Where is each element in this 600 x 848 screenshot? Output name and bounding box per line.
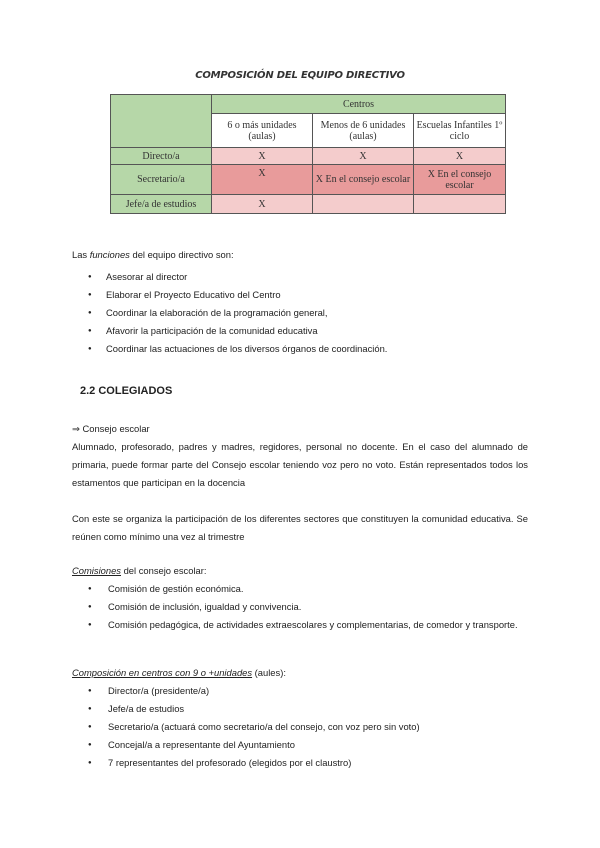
table-cell: [414, 195, 506, 214]
composicion-intro: [72, 664, 528, 682]
consejo-section: [72, 420, 528, 546]
list-item: ● Coordinar las actuaciones de los diversos órganos de coordinación.: [72, 340, 528, 358]
row-label: Directo/a: [111, 148, 212, 165]
list-item: ● Concejal/a a representante del Ayuntamiento: [72, 736, 528, 754]
table-cell: [313, 195, 414, 214]
table-cell: X: [414, 148, 506, 165]
list-item: ● Comisión pedagógica, de actividades extraescolares y complementarias, de comedor y transporte.: [72, 616, 528, 634]
table-cell: X: [313, 148, 414, 165]
header-centros: Centros: [212, 95, 506, 114]
table-row: [111, 148, 506, 165]
comisiones-list: [72, 580, 528, 634]
comisiones-intro: [72, 562, 528, 580]
list-item: ● Elaborar el Proyecto Educativo del Centro: [72, 286, 528, 304]
row-label: Jefe/a de estudios: [111, 195, 212, 214]
list-item: ● Comisión de inclusión, igualdad y convivencia.: [72, 598, 528, 616]
header-col-menos-6: Menos de 6 unidades (aulas): [313, 114, 414, 148]
list-item: ● Asesorar al director: [72, 268, 528, 286]
section-heading: 2.2 COLEGIADOS: [80, 385, 173, 397]
row-label: Secretario/a: [111, 165, 212, 195]
table-cell: X: [212, 165, 313, 195]
table-corner-cell: [111, 95, 212, 148]
funciones-list: [72, 268, 528, 358]
comisiones-section: [72, 562, 528, 634]
funciones-section: [72, 246, 528, 358]
header-col-6-mas: 6 o más unidades (aulas): [212, 114, 313, 148]
list-item: ● Coordinar la elaboración de la programación general,: [72, 304, 528, 322]
table-row: [111, 195, 506, 214]
consejo-para-1: Alumnado, profesorado, padres y madres, regidores, personal no docente. En el caso del alumnado de primaria, puede formar parte del Consejo escolar teniendo voz pero no voto. Están representados todos los estamentos que participan en la docencia: [72, 441, 528, 488]
composicion-label: Composición en centros con 9 o +unidades: [72, 667, 253, 678]
header-col-escuelas: Escuelas Infantiles 1º ciclo: [414, 114, 506, 148]
list-item: ● Afavorir la participación de la comunidad educativa: [72, 322, 528, 340]
list-item: ● 7 representantes del profesorado (elegidos por el claustro): [72, 754, 528, 772]
table-cell: X En el consejo escolar: [313, 165, 414, 195]
equipo-directivo-table: [110, 94, 506, 214]
intro-pre: Las: [72, 249, 90, 260]
composicion-section: [72, 664, 528, 772]
intro-em: funciones: [89, 249, 130, 260]
consejo-title: ⇒ Consejo escolar: [72, 423, 150, 434]
consejo-para-2: Con este se organiza la participación de los diferentes sectores que constituyen la comunidad educativa. Se reúnen como mínimo una vez al trimestre: [72, 513, 528, 542]
list-item: ● Director/a (presidente/a): [72, 682, 528, 700]
comisiones-label: Comisiones: [72, 565, 121, 576]
funciones-intro: [72, 246, 528, 264]
composicion-list: [72, 682, 528, 772]
table-cell: X: [212, 148, 313, 165]
intro-post: del equipo directivo son:: [129, 249, 234, 260]
list-item: ● Comisión de gestión económica.: [72, 580, 528, 598]
list-item: ● Jefe/a de estudios: [72, 700, 528, 718]
table-cell: X En el consejo escolar: [414, 165, 506, 195]
table-cell: X: [212, 195, 313, 214]
comisiones-label-post: del consejo escolar:: [120, 565, 207, 576]
list-item: ● Secretario/a (actuará como secretario/a del consejo, con voz pero sin voto): [72, 718, 528, 736]
table-title: COMPOSICIÓN DEL EQUIPO DIRECTIVO: [195, 70, 405, 81]
table-row: [111, 165, 506, 195]
composicion-label-post: (aules):: [252, 667, 286, 678]
